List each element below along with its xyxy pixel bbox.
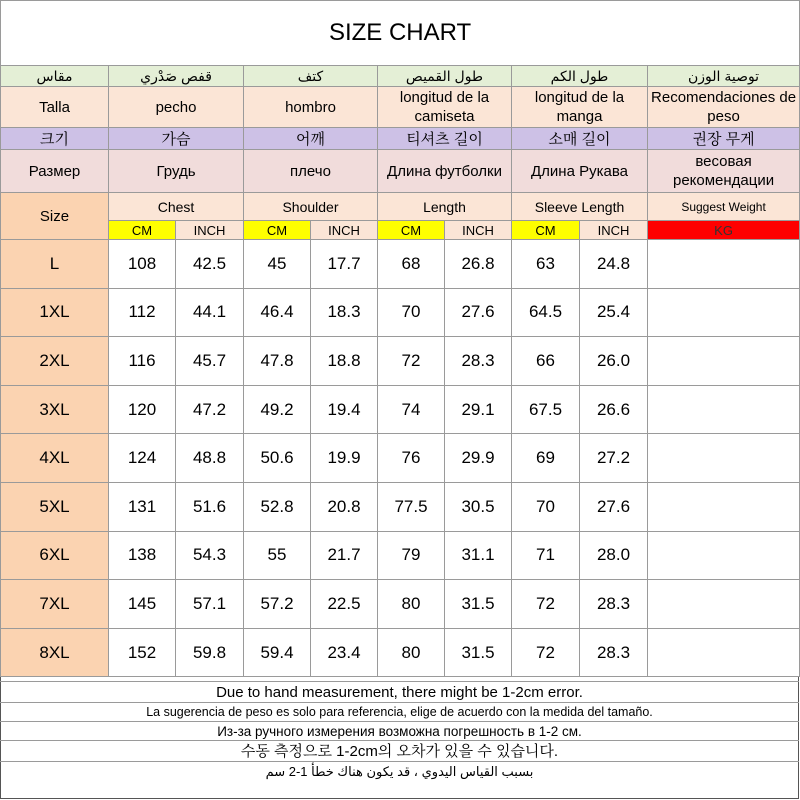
chest-cm-cell: 124 [109, 434, 176, 483]
header-shoulder-en: Shoulder [244, 193, 378, 221]
chest-cm-cell: 145 [109, 580, 176, 629]
shoulder-inch-cell: 19.4 [311, 385, 378, 434]
header-sleeve-ko: 소매 길이 [512, 128, 648, 150]
length-inch-cell: 31.1 [445, 531, 512, 580]
shoulder-cm-cell: 47.8 [244, 337, 311, 386]
sleeve-inch-cell: 28.3 [580, 580, 648, 629]
weight-cell [648, 531, 800, 580]
note-measurement-ru: Из-за ручного измерения возможна погрешность в 1-2 см. [0, 721, 799, 740]
length-cm-cell: 80 [378, 628, 445, 677]
chest-inch-cell: 44.1 [176, 288, 244, 337]
header-weight-ko: 권장 무게 [648, 128, 800, 150]
size-cell: 8XL [1, 628, 109, 677]
length-inch-cell: 27.6 [445, 288, 512, 337]
size-cell: 1XL [1, 288, 109, 337]
shoulder-cm-cell: 52.8 [244, 482, 311, 531]
table-row [1, 385, 800, 434]
weight-cell [648, 482, 800, 531]
length-cm-cell: 80 [378, 580, 445, 629]
chest-inch-cell: 42.5 [176, 240, 244, 289]
sleeve-cm-cell: 71 [512, 531, 580, 580]
header-row-spanish [1, 87, 800, 128]
note-measurement-ko: 수동 측정으로 1-2cm의 오차가 있을 수 있습니다. [0, 740, 799, 761]
length-cm-cell: 72 [378, 337, 445, 386]
header-length-es: longitud de la camiseta [378, 87, 512, 128]
unit-length-cm: CM [378, 221, 445, 240]
length-inch-cell: 26.8 [445, 240, 512, 289]
size-cell: L [1, 240, 109, 289]
length-inch-cell: 29.1 [445, 385, 512, 434]
header-length-en: Length [378, 193, 512, 221]
header-chest-ko: 가슴 [109, 128, 244, 150]
sleeve-inch-cell: 28.0 [580, 531, 648, 580]
shoulder-inch-cell: 18.3 [311, 288, 378, 337]
sleeve-inch-cell: 26.0 [580, 337, 648, 386]
header-row-arabic [1, 66, 800, 87]
length-cm-cell: 76 [378, 434, 445, 483]
chest-inch-cell: 51.6 [176, 482, 244, 531]
header-size-ar: مقاس [1, 66, 109, 87]
header-size-es: Talla [1, 87, 109, 128]
shoulder-cm-cell: 55 [244, 531, 311, 580]
header-length-ar: طول القميص [378, 66, 512, 87]
weight-cell [648, 385, 800, 434]
chest-cm-cell: 120 [109, 385, 176, 434]
header-size-en: Size [1, 193, 109, 240]
header-chest-en: Chest [109, 193, 244, 221]
shoulder-inch-cell: 20.8 [311, 482, 378, 531]
header-weight-es: Recomendaciones de peso [648, 87, 800, 128]
weight-cell [648, 337, 800, 386]
sleeve-cm-cell: 72 [512, 628, 580, 677]
header-weight-ru: весовая рекомендации [648, 150, 800, 193]
sleeve-inch-cell: 26.6 [580, 385, 648, 434]
header-size-ko: 크기 [1, 128, 109, 150]
header-shoulder-ru: плечо [244, 150, 378, 193]
length-cm-cell: 70 [378, 288, 445, 337]
sleeve-cm-cell: 63 [512, 240, 580, 289]
shoulder-cm-cell: 57.2 [244, 580, 311, 629]
chest-inch-cell: 47.2 [176, 385, 244, 434]
shoulder-cm-cell: 49.2 [244, 385, 311, 434]
size-cell: 4XL [1, 434, 109, 483]
weight-cell [648, 240, 800, 289]
unit-chest-cm: CM [109, 221, 176, 240]
length-cm-cell: 74 [378, 385, 445, 434]
table-row [1, 482, 800, 531]
note-weight-es: La sugerencia de peso es solo para referencia, elige de acuerdo con la medida del tamaño. [0, 702, 799, 721]
header-chest-es: pecho [109, 87, 244, 128]
weight-cell [648, 434, 800, 483]
chest-cm-cell: 116 [109, 337, 176, 386]
table-row [1, 580, 800, 629]
header-row-korean [1, 128, 800, 150]
chest-cm-cell: 108 [109, 240, 176, 289]
header-shoulder-es: hombro [244, 87, 378, 128]
chest-inch-cell: 57.1 [176, 580, 244, 629]
table-row [1, 531, 800, 580]
header-length-ko: 티셔츠 길이 [378, 128, 512, 150]
sleeve-inch-cell: 27.6 [580, 482, 648, 531]
header-weight-en: Suggest Weight [648, 193, 800, 221]
chest-inch-cell: 54.3 [176, 531, 244, 580]
weight-cell [648, 628, 800, 677]
shoulder-cm-cell: 50.6 [244, 434, 311, 483]
shoulder-inch-cell: 21.7 [311, 531, 378, 580]
shoulder-inch-cell: 19.9 [311, 434, 378, 483]
size-cell: 6XL [1, 531, 109, 580]
chest-inch-cell: 45.7 [176, 337, 244, 386]
chest-inch-cell: 59.8 [176, 628, 244, 677]
sleeve-cm-cell: 72 [512, 580, 580, 629]
unit-weight-kg: KG [648, 221, 800, 240]
unit-sleeve-inch: INCH [580, 221, 648, 240]
sleeve-inch-cell: 25.4 [580, 288, 648, 337]
length-cm-cell: 68 [378, 240, 445, 289]
shoulder-cm-cell: 59.4 [244, 628, 311, 677]
sleeve-cm-cell: 70 [512, 482, 580, 531]
length-inch-cell: 29.9 [445, 434, 512, 483]
sleeve-inch-cell: 27.2 [580, 434, 648, 483]
table-row [1, 288, 800, 337]
sleeve-inch-cell: 28.3 [580, 628, 648, 677]
unit-shoulder-cm: CM [244, 221, 311, 240]
shoulder-inch-cell: 23.4 [311, 628, 378, 677]
chest-cm-cell: 112 [109, 288, 176, 337]
weight-cell [648, 580, 800, 629]
length-inch-cell: 31.5 [445, 580, 512, 629]
size-cell: 2XL [1, 337, 109, 386]
header-shoulder-ko: 어깨 [244, 128, 378, 150]
shoulder-cm-cell: 45 [244, 240, 311, 289]
header-length-ru: Длина футболки [378, 150, 512, 193]
unit-shoulder-inch: INCH [311, 221, 378, 240]
header-sleeve-ar: طول الكم [512, 66, 648, 87]
size-cell: 7XL [1, 580, 109, 629]
size-cell: 3XL [1, 385, 109, 434]
header-chest-ru: Грудь [109, 150, 244, 193]
sleeve-inch-cell: 24.8 [580, 240, 648, 289]
chest-cm-cell: 138 [109, 531, 176, 580]
header-weight-ar: توصية الوزن [648, 66, 800, 87]
shoulder-inch-cell: 18.8 [311, 337, 378, 386]
sleeve-cm-cell: 64.5 [512, 288, 580, 337]
size-cell: 5XL [1, 482, 109, 531]
header-row-english [1, 193, 800, 221]
length-inch-cell: 28.3 [445, 337, 512, 386]
chart-title: SIZE CHART [1, 1, 800, 66]
weight-cell [648, 288, 800, 337]
table-row [1, 434, 800, 483]
header-shoulder-ar: كتف [244, 66, 378, 87]
length-inch-cell: 30.5 [445, 482, 512, 531]
chest-inch-cell: 48.8 [176, 434, 244, 483]
unit-length-inch: INCH [445, 221, 512, 240]
shoulder-inch-cell: 17.7 [311, 240, 378, 289]
header-sleeve-en: Sleeve Length [512, 193, 648, 221]
table-row [1, 337, 800, 386]
table-row [1, 240, 800, 289]
table-row [1, 628, 800, 677]
unit-row [1, 221, 800, 240]
length-cm-cell: 77.5 [378, 482, 445, 531]
unit-sleeve-cm: CM [512, 221, 580, 240]
header-size-ru: Размер [1, 150, 109, 193]
header-chest-ar: قفص صَدْري [109, 66, 244, 87]
length-cm-cell: 79 [378, 531, 445, 580]
chest-cm-cell: 131 [109, 482, 176, 531]
sleeve-cm-cell: 66 [512, 337, 580, 386]
note-measurement-ar: بسبب القياس اليدوي ، قد يكون هناك خطأ 1-2 سم [0, 761, 799, 781]
length-inch-cell: 31.5 [445, 628, 512, 677]
header-sleeve-es: longitud de la manga [512, 87, 648, 128]
unit-chest-inch: INCH [176, 221, 244, 240]
shoulder-cm-cell: 46.4 [244, 288, 311, 337]
notes-section [0, 681, 799, 781]
shoulder-inch-cell: 22.5 [311, 580, 378, 629]
sleeve-cm-cell: 67.5 [512, 385, 580, 434]
note-measurement-en: Due to hand measurement, there might be 1-2cm error. [0, 681, 799, 702]
chest-cm-cell: 152 [109, 628, 176, 677]
header-row-russian [1, 150, 800, 193]
sleeve-cm-cell: 69 [512, 434, 580, 483]
header-sleeve-ru: Длина Рукава [512, 150, 648, 193]
